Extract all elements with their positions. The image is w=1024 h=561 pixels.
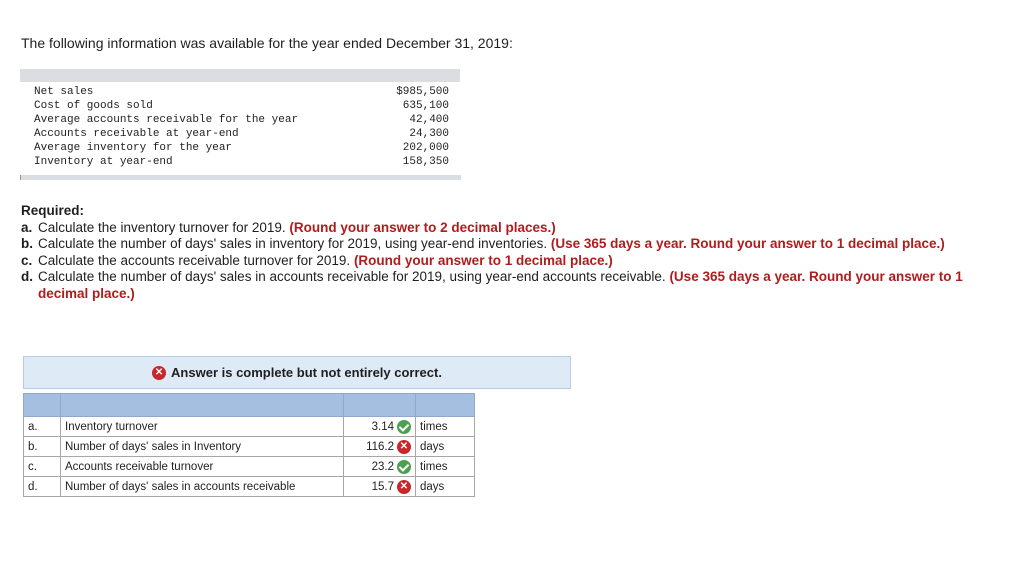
required-item-a xyxy=(21,220,1011,237)
data-row-label: Cost of goods sold xyxy=(34,100,153,112)
data-row xyxy=(34,127,454,141)
header-cell xyxy=(61,394,344,417)
check-circle-icon xyxy=(397,420,411,434)
row-letter: b. xyxy=(24,437,61,457)
required-item-note: (Round your answer to 1 decimal place.) xyxy=(353,252,613,268)
data-row-value: 24,300 xyxy=(409,128,449,140)
required-item-text: Calculate the number of days' sales in accounts receivable for 2019, using year-end accounts receivable. xyxy=(38,269,670,284)
data-row-label: Average accounts receivable for the year xyxy=(34,114,299,126)
required-item-c xyxy=(21,253,1011,270)
required-item-note: (Use 365 days a year. Round your answer to 1 decimal place.) xyxy=(38,269,963,301)
answer-input-c[interactable] xyxy=(344,457,416,477)
data-row-label: Average inventory for the year xyxy=(34,142,233,154)
required-item-note: (Use 365 days a year. Round your answer to 1 decimal place.) xyxy=(550,236,945,251)
data-row-value: 635,100 xyxy=(402,100,449,112)
answer-status-text: Answer is complete but not entirely correct. xyxy=(171,365,442,380)
x-circle-icon: ✕ xyxy=(152,366,166,380)
answer-input-b[interactable] xyxy=(344,437,416,457)
data-row xyxy=(34,99,454,113)
table-row xyxy=(24,437,475,457)
data-box-bottom-bar xyxy=(20,175,461,180)
row-unit: days xyxy=(416,437,475,457)
answer-value: 23.2 xyxy=(371,460,394,473)
row-unit: days xyxy=(416,477,475,497)
required-item-text: Calculate the accounts receivable turnover for 2019. xyxy=(38,252,354,268)
x-circle-icon: ✕ xyxy=(397,480,411,494)
required-item-letter: a. xyxy=(21,219,33,235)
answer-input-a[interactable] xyxy=(344,417,416,437)
data-row-label: Inventory at year-end xyxy=(34,156,173,168)
intro-text: The following information was available for the year ended December 31, 2019: xyxy=(21,35,513,51)
data-row xyxy=(34,141,454,155)
x-circle-icon: ✕ xyxy=(397,440,411,454)
data-row-value: 42,400 xyxy=(409,114,449,126)
required-item-letter: b. xyxy=(21,236,33,251)
data-box-top-bar xyxy=(20,69,460,82)
required-item-letter: c. xyxy=(21,252,33,268)
header-cell xyxy=(24,394,61,417)
required-heading: Required: xyxy=(21,203,85,218)
data-row-value: 202,000 xyxy=(402,142,449,154)
row-description: Number of days' sales in Inventory xyxy=(61,437,344,457)
row-letter: c. xyxy=(24,457,61,477)
header-cell xyxy=(416,394,475,417)
answer-table-header xyxy=(24,394,475,417)
row-unit: times xyxy=(416,457,475,477)
table-row xyxy=(24,457,475,477)
row-description: Inventory turnover xyxy=(61,417,344,437)
answer-input-d[interactable] xyxy=(344,477,416,497)
data-row xyxy=(34,113,454,127)
row-description: Number of days' sales in accounts receivable xyxy=(61,477,344,497)
row-unit: times xyxy=(416,417,475,437)
data-row-label: Accounts receivable at year-end xyxy=(34,128,239,140)
header-cell xyxy=(344,394,416,417)
answer-table xyxy=(23,393,475,497)
required-item-d xyxy=(21,269,1011,302)
given-data-box xyxy=(20,69,460,181)
answer-status-banner xyxy=(23,356,571,389)
required-item-note: (Round your answer to 2 decimal places.) xyxy=(289,219,556,235)
required-section xyxy=(21,203,1011,302)
row-letter: d. xyxy=(24,477,61,497)
required-item-letter: d. xyxy=(21,269,33,284)
row-description: Accounts receivable turnover xyxy=(61,457,344,477)
required-item-b xyxy=(21,236,1011,253)
data-row xyxy=(34,85,454,99)
answer-value: 116.2 xyxy=(366,440,394,453)
required-item-text: Calculate the number of days' sales in inventory for 2019, using year-end inventories. xyxy=(38,236,551,251)
data-row-label: Net sales xyxy=(34,86,94,98)
check-circle-icon xyxy=(397,460,411,474)
table-row xyxy=(24,417,475,437)
required-item-text: Calculate the inventory turnover for 2019. xyxy=(38,219,290,235)
data-row-value: $985,500 xyxy=(396,86,449,98)
data-row-value: 158,350 xyxy=(402,156,449,168)
table-row xyxy=(24,477,475,497)
data-row xyxy=(34,155,454,169)
row-letter: a. xyxy=(24,417,61,437)
answer-value: 15.7 xyxy=(371,480,394,493)
answer-value: 3.14 xyxy=(371,420,394,433)
